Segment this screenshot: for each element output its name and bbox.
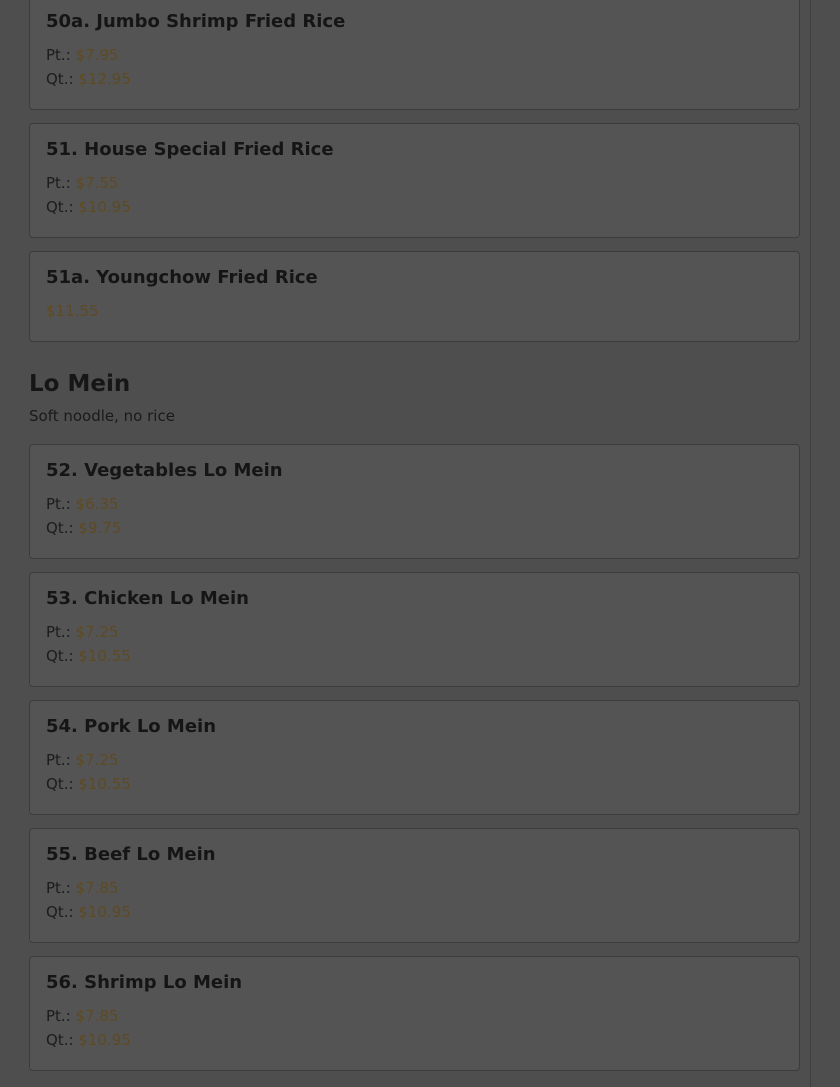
price-label: Qt.: [46,647,74,665]
price-label: Pt.: [46,623,71,641]
price-row-pint [46,174,118,192]
price-value: $9.75 [78,519,122,537]
price-row-quart [46,903,131,921]
price-label: Qt.: [46,903,74,921]
menu-item-card[interactable] [29,572,800,687]
price-value: $6.35 [75,495,119,513]
price-row-pint [46,495,118,513]
menu-item-card[interactable] [29,700,800,815]
price-label: Qt.: [46,70,74,88]
price-value: $7.25 [75,623,119,641]
price-label: Pt.: [46,751,71,769]
menu-item-title: 54. Pork Lo Mein [46,716,217,737]
menu-item-card[interactable] [29,251,800,342]
price-label: Pt.: [46,495,71,513]
price-value: $7.85 [75,1007,119,1025]
price-value: $10.55 [78,775,131,793]
price-value: $11.55 [46,302,99,320]
price-label: Pt.: [46,1007,71,1025]
menu-item-card[interactable] [29,444,800,559]
price-row-quart [46,647,131,665]
menu-item-card[interactable] [29,123,800,238]
price-label: Qt.: [46,198,74,216]
price-row-pint [46,46,118,64]
price-label: Pt.: [46,879,71,897]
section-title: Lo Mein [29,371,131,397]
scroll-edge-divider [810,0,811,1087]
price-row-quart [46,519,121,537]
price-row-quart [46,775,131,793]
price-value: $10.55 [78,647,131,665]
menu-item-title: 53. Chicken Lo Mein [46,588,250,609]
price-row-pint [46,879,118,897]
price-row-single [46,302,99,320]
price-row-pint [46,1007,118,1025]
price-label: Qt.: [46,519,74,537]
price-value: $7.55 [75,174,119,192]
price-value: $10.95 [78,198,131,216]
price-row-quart [46,70,131,88]
menu-item-title: 56. Shrimp Lo Mein [46,972,243,993]
menu-item-title: 50a. Jumbo Shrimp Fried Rice [46,11,346,32]
menu-item-title: 52. Vegetables Lo Mein [46,460,283,481]
menu-content [29,0,800,1084]
price-value: $12.95 [78,70,131,88]
menu-item-card[interactable] [29,0,800,110]
menu-item-card[interactable] [29,828,800,943]
price-row-pint [46,751,118,769]
price-value: $7.85 [75,879,119,897]
price-row-quart [46,198,131,216]
price-value: $10.95 [78,903,131,921]
price-value: $10.95 [78,1031,131,1049]
menu-item-card[interactable] [29,956,800,1071]
menu-item-title: 51a. Youngchow Fried Rice [46,267,318,288]
menu-item-title: 55. Beef Lo Mein [46,844,216,865]
price-value: $7.95 [75,46,119,64]
price-label: Qt.: [46,775,74,793]
price-label: Pt.: [46,174,71,192]
price-value: $7.25 [75,751,119,769]
price-label: Qt.: [46,1031,74,1049]
price-label: Pt.: [46,46,71,64]
price-row-pint [46,623,118,641]
menu-item-title: 51. House Special Fried Rice [46,139,334,160]
price-row-quart [46,1031,131,1049]
section-description: Soft noodle, no rice [29,407,175,425]
